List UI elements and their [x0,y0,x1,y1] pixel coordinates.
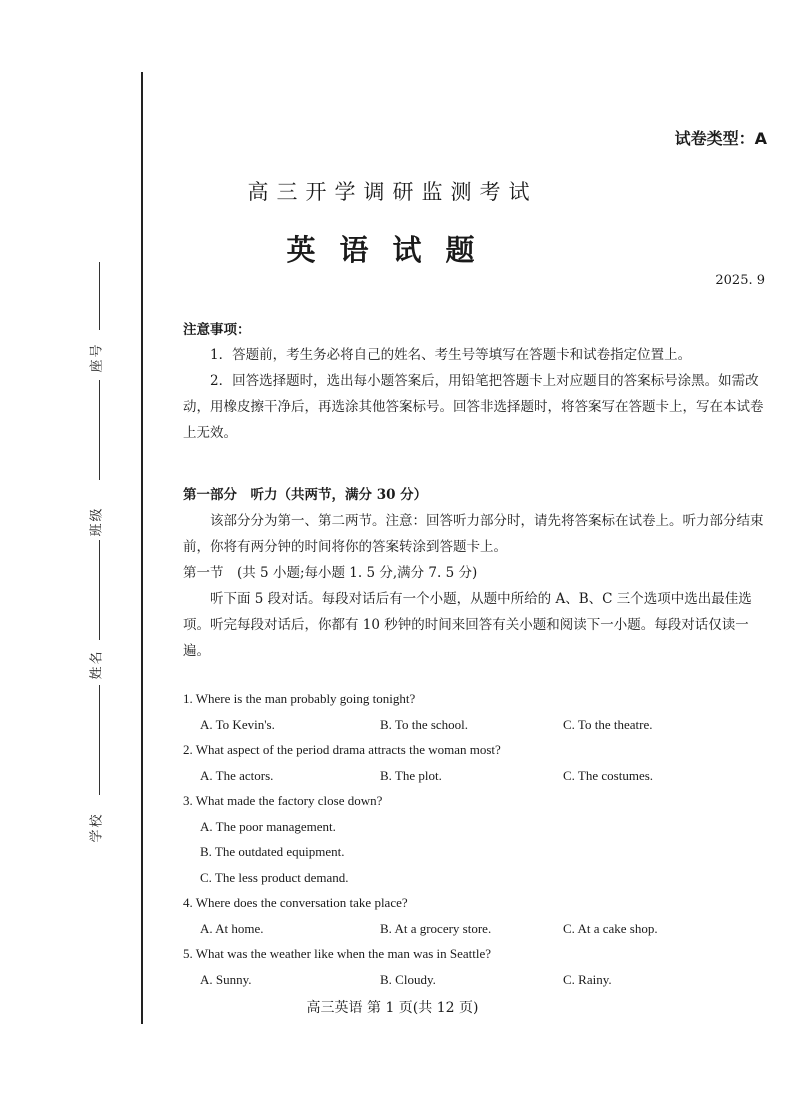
question-stem: 4. Where does the conversation take place? [183,895,408,910]
section1-intro: 听下面 5 段对话。每段对话后有一个小题，从题中所给的 A、B、C 三个选项中选出最佳选项。听完每段对话后，你都有 10 秒钟的时间来回答有关小题和阅读下一小题。每段对话仅读一遍。 [183,591,752,659]
option-a: A. The actors. [200,767,274,783]
option-row [183,916,773,942]
question-stem: 5. What was the weather like when the man was in Seattle? [183,946,492,961]
notes-body [183,342,773,446]
option-c: C. To the theatre. [563,716,653,732]
school-label: 学校 [89,812,105,843]
seat-number-blank [99,262,100,330]
option-b: B. The plot. [380,767,442,783]
class-blank [99,540,100,640]
part1-heading: 第一部分 听力（共两节，满分 30 分） [183,487,428,503]
option-c: C. Rainy. [563,971,612,987]
question-list [183,686,773,992]
option-a: A. To Kevin's. [200,716,275,732]
option-c: C. At a cake shop. [563,920,658,936]
paper-type: 试卷类型：A [674,129,767,148]
option-b: B. Cloudy. [380,971,436,987]
option-a: A. The poor management. [200,818,336,834]
notes-title: 注意事项： [183,322,251,338]
option-c: C. The less product demand. [200,869,349,885]
option-b: B. The outdated equipment. [200,844,345,859]
class-label: 班级 [89,506,105,537]
name-blank [99,685,100,795]
seat-number-label: 座号 [89,342,105,373]
page-footer: 高三英语 第 1 页(共 12 页) [306,1000,479,1016]
option-row [183,712,773,738]
section1-heading: 第一节 (共 5 小题;每小题 1. 5 分,满分 7. 5 分) [183,565,478,581]
exam-title: 高三开学调研监测考试 [247,180,538,204]
question-stem: 1. Where is the man probably going tonight? [183,691,416,706]
option-c: C. The costumes. [563,767,654,783]
note-item: 2．回答选择题时，选出每小题答案后，用铅笔把答题卡上对应题目的答案标号涂黑。如需改动，用橡皮擦干净后，再选涂其他答案标号。回答非选择题时，将答案写在答题卡上，写在本试卷上无效。 [183,373,764,441]
note-item: 1．答题前，考生务必将自己的姓名、考生号等填写在答题卡和试卷指定位置上。 [210,347,692,363]
question-stem: 2. What aspect of the period drama attracts the woman most? [183,742,501,757]
option-b: B. At a grocery store. [380,920,492,936]
name-label: 姓名 [89,649,105,680]
option-a: A. At home. [200,920,264,936]
exam-date: 2025. 9 [715,273,765,288]
option-a: A. Sunny. [200,971,252,987]
seat-number-line [99,380,100,480]
binding-line [141,72,143,1024]
subject-title: 英语试题 [286,233,499,267]
part1-intro: 该部分分为第一、第二两节。注意：回答听力部分时，请先将答案标在试卷上。听力部分结束前，你将有两分钟的时间将你的答案转涂到答题卡上。 [183,513,764,555]
option-row [183,763,773,789]
question-stem: 3. What made the factory close down? [183,793,383,808]
part1-body [183,508,773,664]
option-row [183,967,773,993]
option-b: B. To the school. [380,716,469,732]
